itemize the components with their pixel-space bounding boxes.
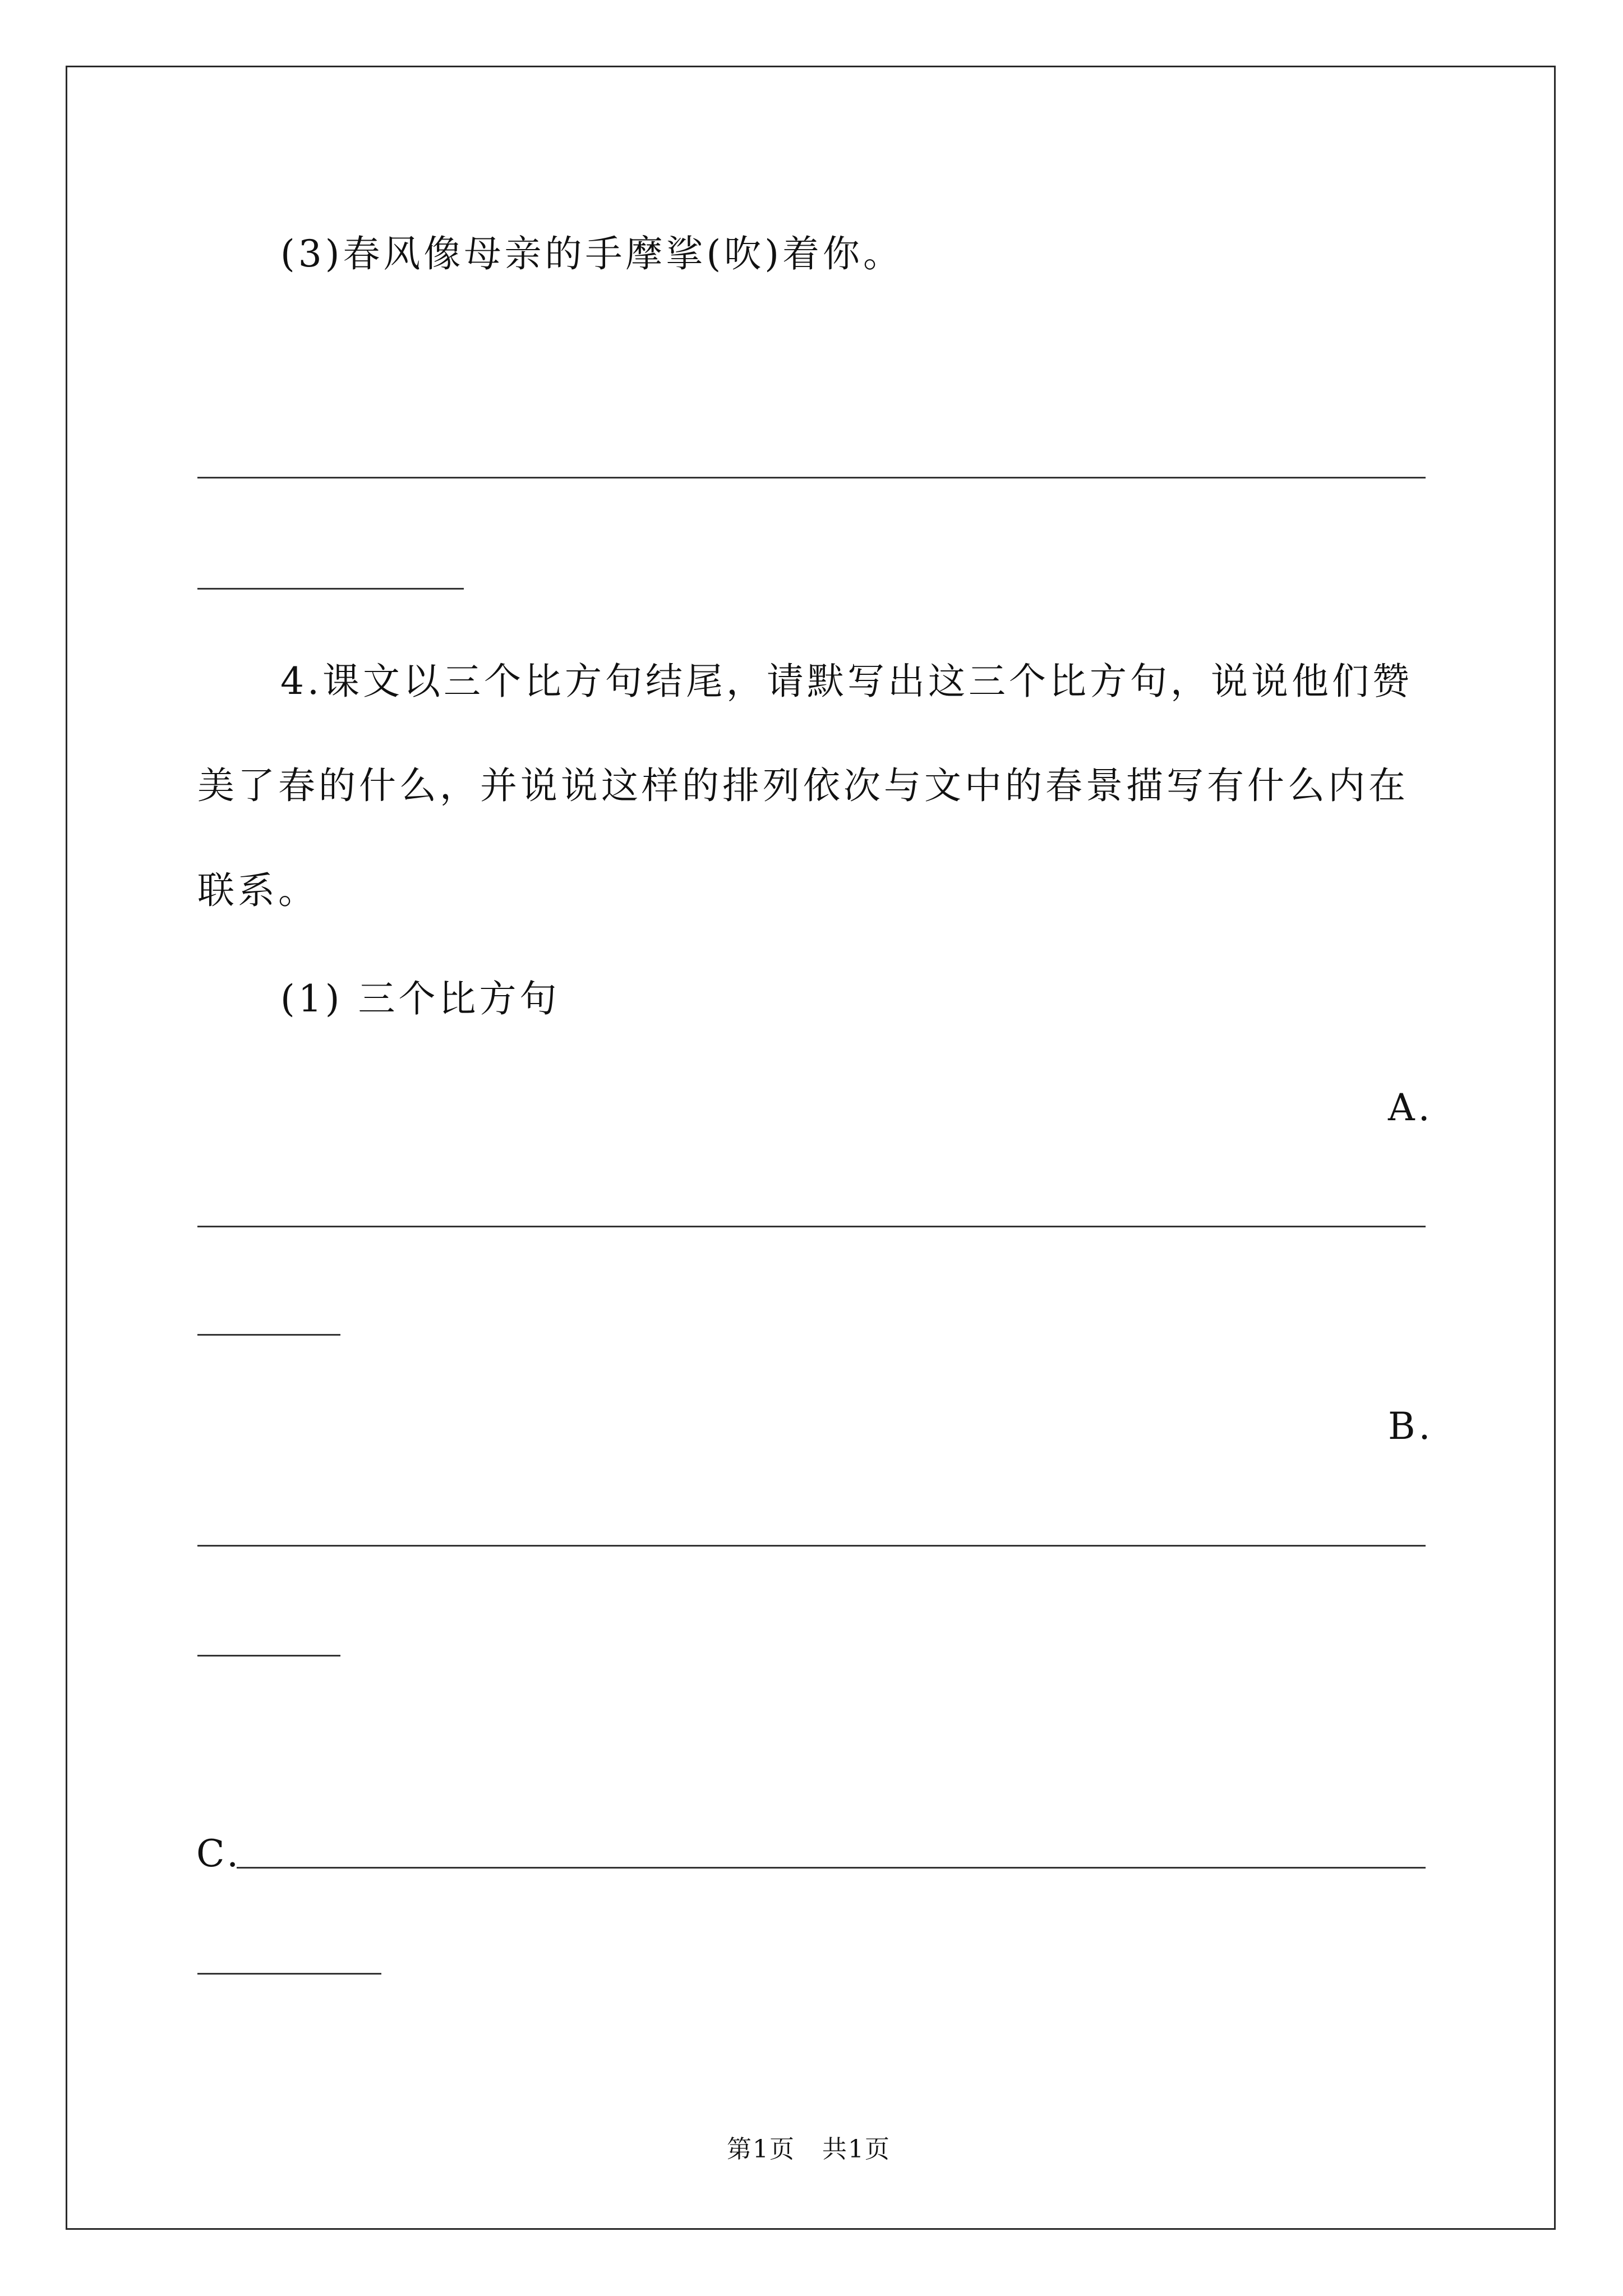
option-b-label: B. xyxy=(1388,1405,1434,1448)
answer-line-c-short[interactable] xyxy=(197,1973,381,1975)
question-4-prompt-line-2: 美了春的什么，并说说这样的排列依次与文中的春景描写有什么内在 xyxy=(197,764,1409,807)
option-c-label: C. xyxy=(196,1832,242,1875)
question-3-item-3: (3)春风像母亲的手摩挲(吹)着你。 xyxy=(280,232,903,275)
question-4-prompt-line-1: 4.课文以三个比方句结尾，请默写出这三个比方句，说说他们赞 xyxy=(280,660,1413,703)
answer-line-3-short[interactable] xyxy=(197,588,464,590)
answer-line-3-full[interactable] xyxy=(197,477,1426,478)
page-number-footer: 第1页 共1页 xyxy=(727,2135,891,2164)
answer-line-b-short[interactable] xyxy=(197,1655,340,1657)
answer-line-a-short[interactable] xyxy=(197,1334,340,1336)
option-a-label: A. xyxy=(1388,1086,1433,1129)
page-border xyxy=(66,66,1556,2230)
answer-line-b-full[interactable] xyxy=(197,1545,1426,1547)
answer-line-a-full[interactable] xyxy=(197,1226,1426,1227)
question-4-sub-1-label: (1) 三个比方句 xyxy=(280,977,560,1020)
question-4-prompt-line-3: 联系。 xyxy=(197,869,319,912)
answer-line-c-full[interactable] xyxy=(237,1867,1426,1869)
